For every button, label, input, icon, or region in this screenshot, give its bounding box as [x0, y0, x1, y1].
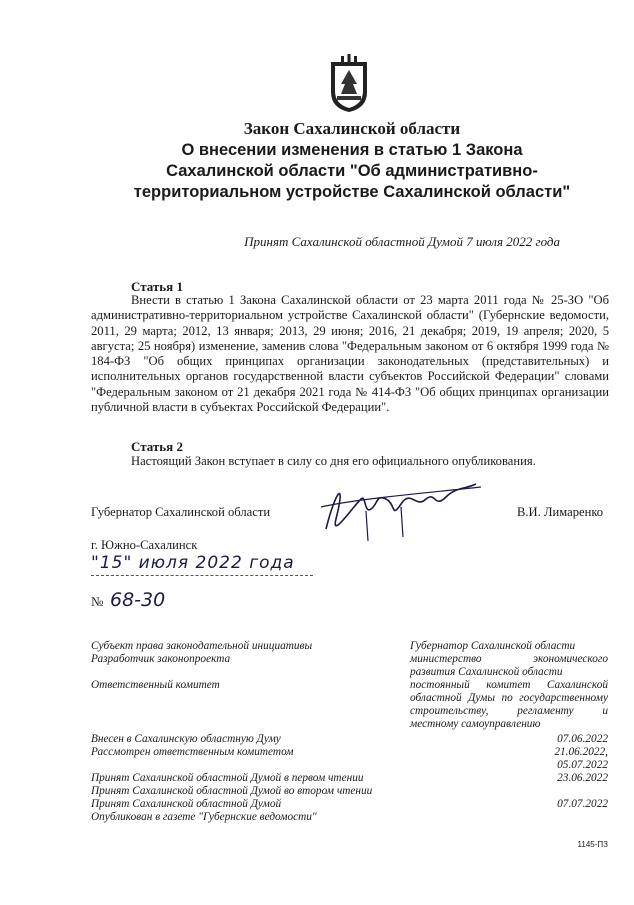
- meta-second-reading-label: Принят Сахалинской областной Думой во втором чтении: [91, 785, 373, 797]
- signing-city: г. Южно-Сахалинск: [91, 538, 198, 552]
- meta-committee-value-3: строительству, регламенту и: [410, 705, 608, 717]
- meta-first-reading-label: Принят Сахалинской областной Думой в первом чтении: [91, 772, 364, 784]
- subject-line-2: Сахалинской области "Об административно-: [166, 162, 538, 180]
- handwritten-signature: [306, 469, 502, 549]
- document-code: 1145-ПЗ: [577, 840, 608, 849]
- meta-subject-label: Субъект права законодательной инициативы: [91, 640, 313, 652]
- governor-position: Губернатор Сахалинской области: [91, 505, 271, 519]
- article-1-heading: Статья 1: [131, 279, 183, 294]
- subject-line-3: территориальном устройстве Сахалинской области": [133, 183, 571, 201]
- governor-name: В.И. Лимаренко: [517, 505, 604, 519]
- meta-developer-value-1: министерство экономического: [410, 653, 608, 665]
- meta-committee-label: Ответственный комитет: [91, 679, 220, 691]
- subject-line-1: О внесении изменения в статью 1 Закона: [181, 141, 523, 159]
- law-number-prefix: №: [91, 594, 104, 609]
- meta-published-label: Опубликован в газете "Губернские ведомости": [91, 811, 317, 823]
- adoption-note: Принят Сахалинской областной Думой 7 июля 2022 года: [244, 234, 560, 249]
- handwritten-law-number: 68-30: [110, 589, 166, 611]
- meta-subject-value: Губернатор Сахалинской области: [410, 640, 576, 652]
- meta-first-reading-date: 23.06.2022: [557, 772, 608, 784]
- meta-introduced-date: 07.06.2022: [557, 733, 608, 745]
- article-2-heading: Статья 2: [131, 439, 183, 454]
- meta-committee-value-1: постоянный комитет Сахалинской: [410, 679, 608, 691]
- handwritten-date: "15" июля 2022 года: [91, 553, 295, 573]
- meta-developer-label: Разработчик законопроекта: [91, 653, 231, 665]
- meta-adopted-date: 07.07.2022: [557, 798, 608, 810]
- law-title: Закон Сахалинской области: [243, 119, 461, 138]
- sakhalin-coat-of-arms-icon: [327, 54, 371, 114]
- article-1-text: Внести в статью 1 Закона Сахалинской области от 23 марта 2011 года № 25-ЗО "Об административно-территориальном устройстве Сахалинской области" (Губернские ведомости, 2011, 29 марта; 2012, 13 января; 2013, 29 июня; 2016, 21 декабря; 2019, 19 апреля; 2020, 5 августа; 25 ноября) изменение, заменив слова "Федеральным законом от 6 октября 1999 года № 184-ФЗ "Об общих принципах организации законодательных (представительных) и исполнительных органов государственной власти субъектов Российской Федерации" словами "Федеральным законом от 21 декабря 2021 года № 414-ФЗ "Об общих принципах организации публичной власти в субъектах Российской Федерации".: [91, 293, 609, 415]
- meta-introduced-label: Внесен в Сахалинскую областную Думу: [91, 733, 281, 745]
- meta-developer-value-2: развития Сахалинской области: [410, 666, 563, 678]
- article-2-text: Настоящий Закон вступает в силу со дня его официального опубликования.: [131, 454, 536, 468]
- meta-reviewed-date-1: 21.06.2022,: [554, 746, 608, 758]
- date-underline: [91, 575, 313, 576]
- meta-adopted-label: Принят Сахалинской областной Думой: [91, 798, 282, 810]
- meta-committee-value-4: местному самоуправлению: [410, 718, 541, 730]
- meta-reviewed-date-2: 05.07.2022: [557, 759, 608, 771]
- meta-committee-value-2: областной Думы по государственному: [410, 692, 608, 704]
- meta-reviewed-label: Рассмотрен ответственным комитетом: [91, 746, 294, 758]
